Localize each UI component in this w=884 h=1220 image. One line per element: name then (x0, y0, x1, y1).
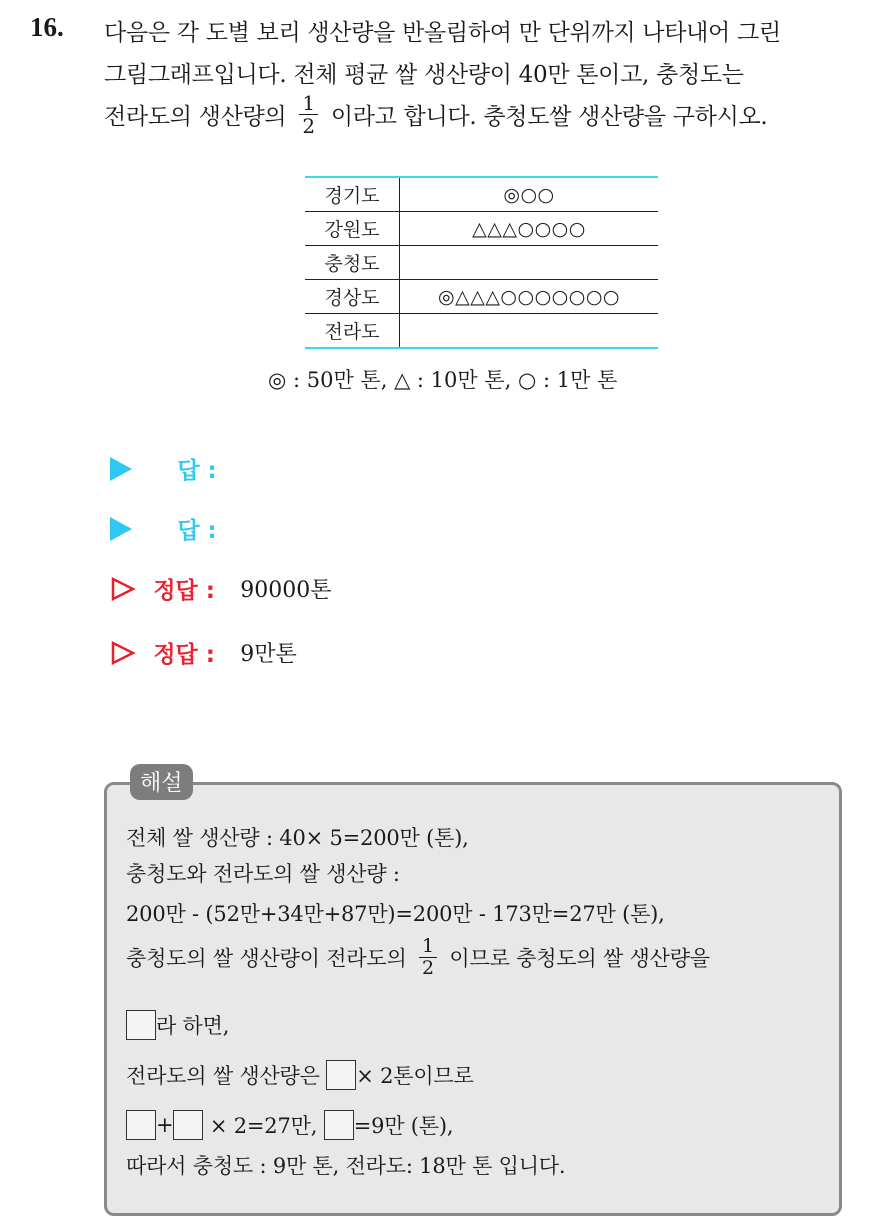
explanation-line-2: 충청도와 전라도의 쌀 생산량 : (126, 862, 400, 886)
question-line-2: 그림그래프입니다. 전체 평균 쌀 생산량이 40만 톤이고, 충청도는 (104, 62, 744, 88)
region-cell: 경기도 (305, 177, 400, 212)
explanation-line-5 (126, 1010, 229, 1040)
explanation-line-4-before: 충청도의 쌀 생산량이 전라도의 (126, 946, 407, 971)
question-fraction (299, 92, 317, 137)
question-number: 16. (30, 12, 64, 42)
answer-label: 답 : (177, 518, 217, 544)
fraction-denominator: 2 (302, 114, 315, 138)
region-cell: 강원도 (305, 212, 400, 246)
question-line-3 (104, 92, 767, 137)
answer-row-1 (110, 452, 217, 485)
explanation-line-7-mid: × 2=27만, (203, 1114, 318, 1138)
explanation-line-4-after: 이므로 충청도의 쌀 생산량을 (449, 946, 710, 971)
region-cell: 전라도 (305, 314, 400, 349)
correct-answer-row-1 (110, 572, 332, 605)
table-row (305, 246, 658, 280)
explanation-line-7-end: =9만 (톤), (353, 1114, 454, 1138)
table-row (305, 212, 658, 246)
explanation-fraction (419, 936, 437, 979)
table-row (305, 280, 658, 314)
region-cell: 경상도 (305, 280, 400, 314)
fraction-numerator: 1 (419, 936, 437, 958)
answer-row-2 (110, 512, 217, 545)
symbol-cell: ◎○○ (400, 177, 659, 212)
symbol-cell (400, 314, 659, 349)
graph-legend: ◎ : 50만 톤, △ : 10만 톤, ○ : 1만 톤 (268, 368, 618, 392)
correct-answer-label: 정답 : (153, 578, 215, 604)
fraction-numerator: 1 (299, 92, 317, 115)
question-line-1: 다음은 각 도별 보리 생산량을 반올림하여 만 단위까지 나타내어 그린 (104, 20, 781, 46)
blank-box (324, 1110, 354, 1140)
fraction-denominator: 2 (422, 957, 434, 979)
explanation-line-7 (126, 1110, 453, 1140)
correct-answer-row-2 (110, 636, 297, 669)
table-row (305, 177, 658, 212)
blank-box (326, 1060, 356, 1090)
question-line-3-before: 전라도의 생산량의 (104, 104, 287, 130)
explanation-line-8: 따라서 충청도 : 9만 톤, 전라도: 18만 톤 입니다. (126, 1154, 566, 1178)
explanation-tag: 해설 (130, 764, 193, 800)
symbol-cell: ◎△△△○○○○○○○ (400, 280, 659, 314)
explanation-line-1: 전체 쌀 생산량 : 40× 5=200만 (톤), (126, 826, 469, 850)
explanation-line-6 (126, 1060, 474, 1090)
blank-box (173, 1110, 203, 1140)
table-row (305, 314, 658, 349)
outline-triangle-icon (110, 640, 136, 666)
explanation-line-6-after: × 2톤이므로 (356, 1064, 474, 1088)
blank-box (126, 1010, 156, 1040)
explanation-line-6-before: 전라도의 쌀 생산량은 (126, 1064, 320, 1088)
explanation-line-4 (126, 936, 710, 979)
play-triangle-icon (110, 517, 132, 541)
blank-box (126, 1110, 156, 1140)
plus-sign: + (156, 1113, 174, 1137)
correct-answer-value: 90000톤 (240, 578, 332, 603)
symbol-cell (400, 246, 659, 280)
explanation-line-3: 200만 - (52만+34만+87만)=200만 - 173만=27만 (톤), (126, 902, 665, 926)
region-cell: 충청도 (305, 246, 400, 280)
play-triangle-icon (110, 457, 132, 481)
explanation-line-5-text: 라 하면, (156, 1014, 230, 1038)
picture-graph-table (305, 176, 658, 349)
question-line-3-after: 이라고 합니다. 충청도쌀 생산량을 구하시오. (330, 104, 768, 130)
answer-label: 답 : (177, 458, 217, 484)
symbol-cell: △△△○○○○ (400, 212, 659, 246)
correct-answer-value: 9만톤 (240, 642, 297, 667)
correct-answer-label: 정답 : (153, 642, 215, 668)
outline-triangle-icon (110, 576, 136, 602)
